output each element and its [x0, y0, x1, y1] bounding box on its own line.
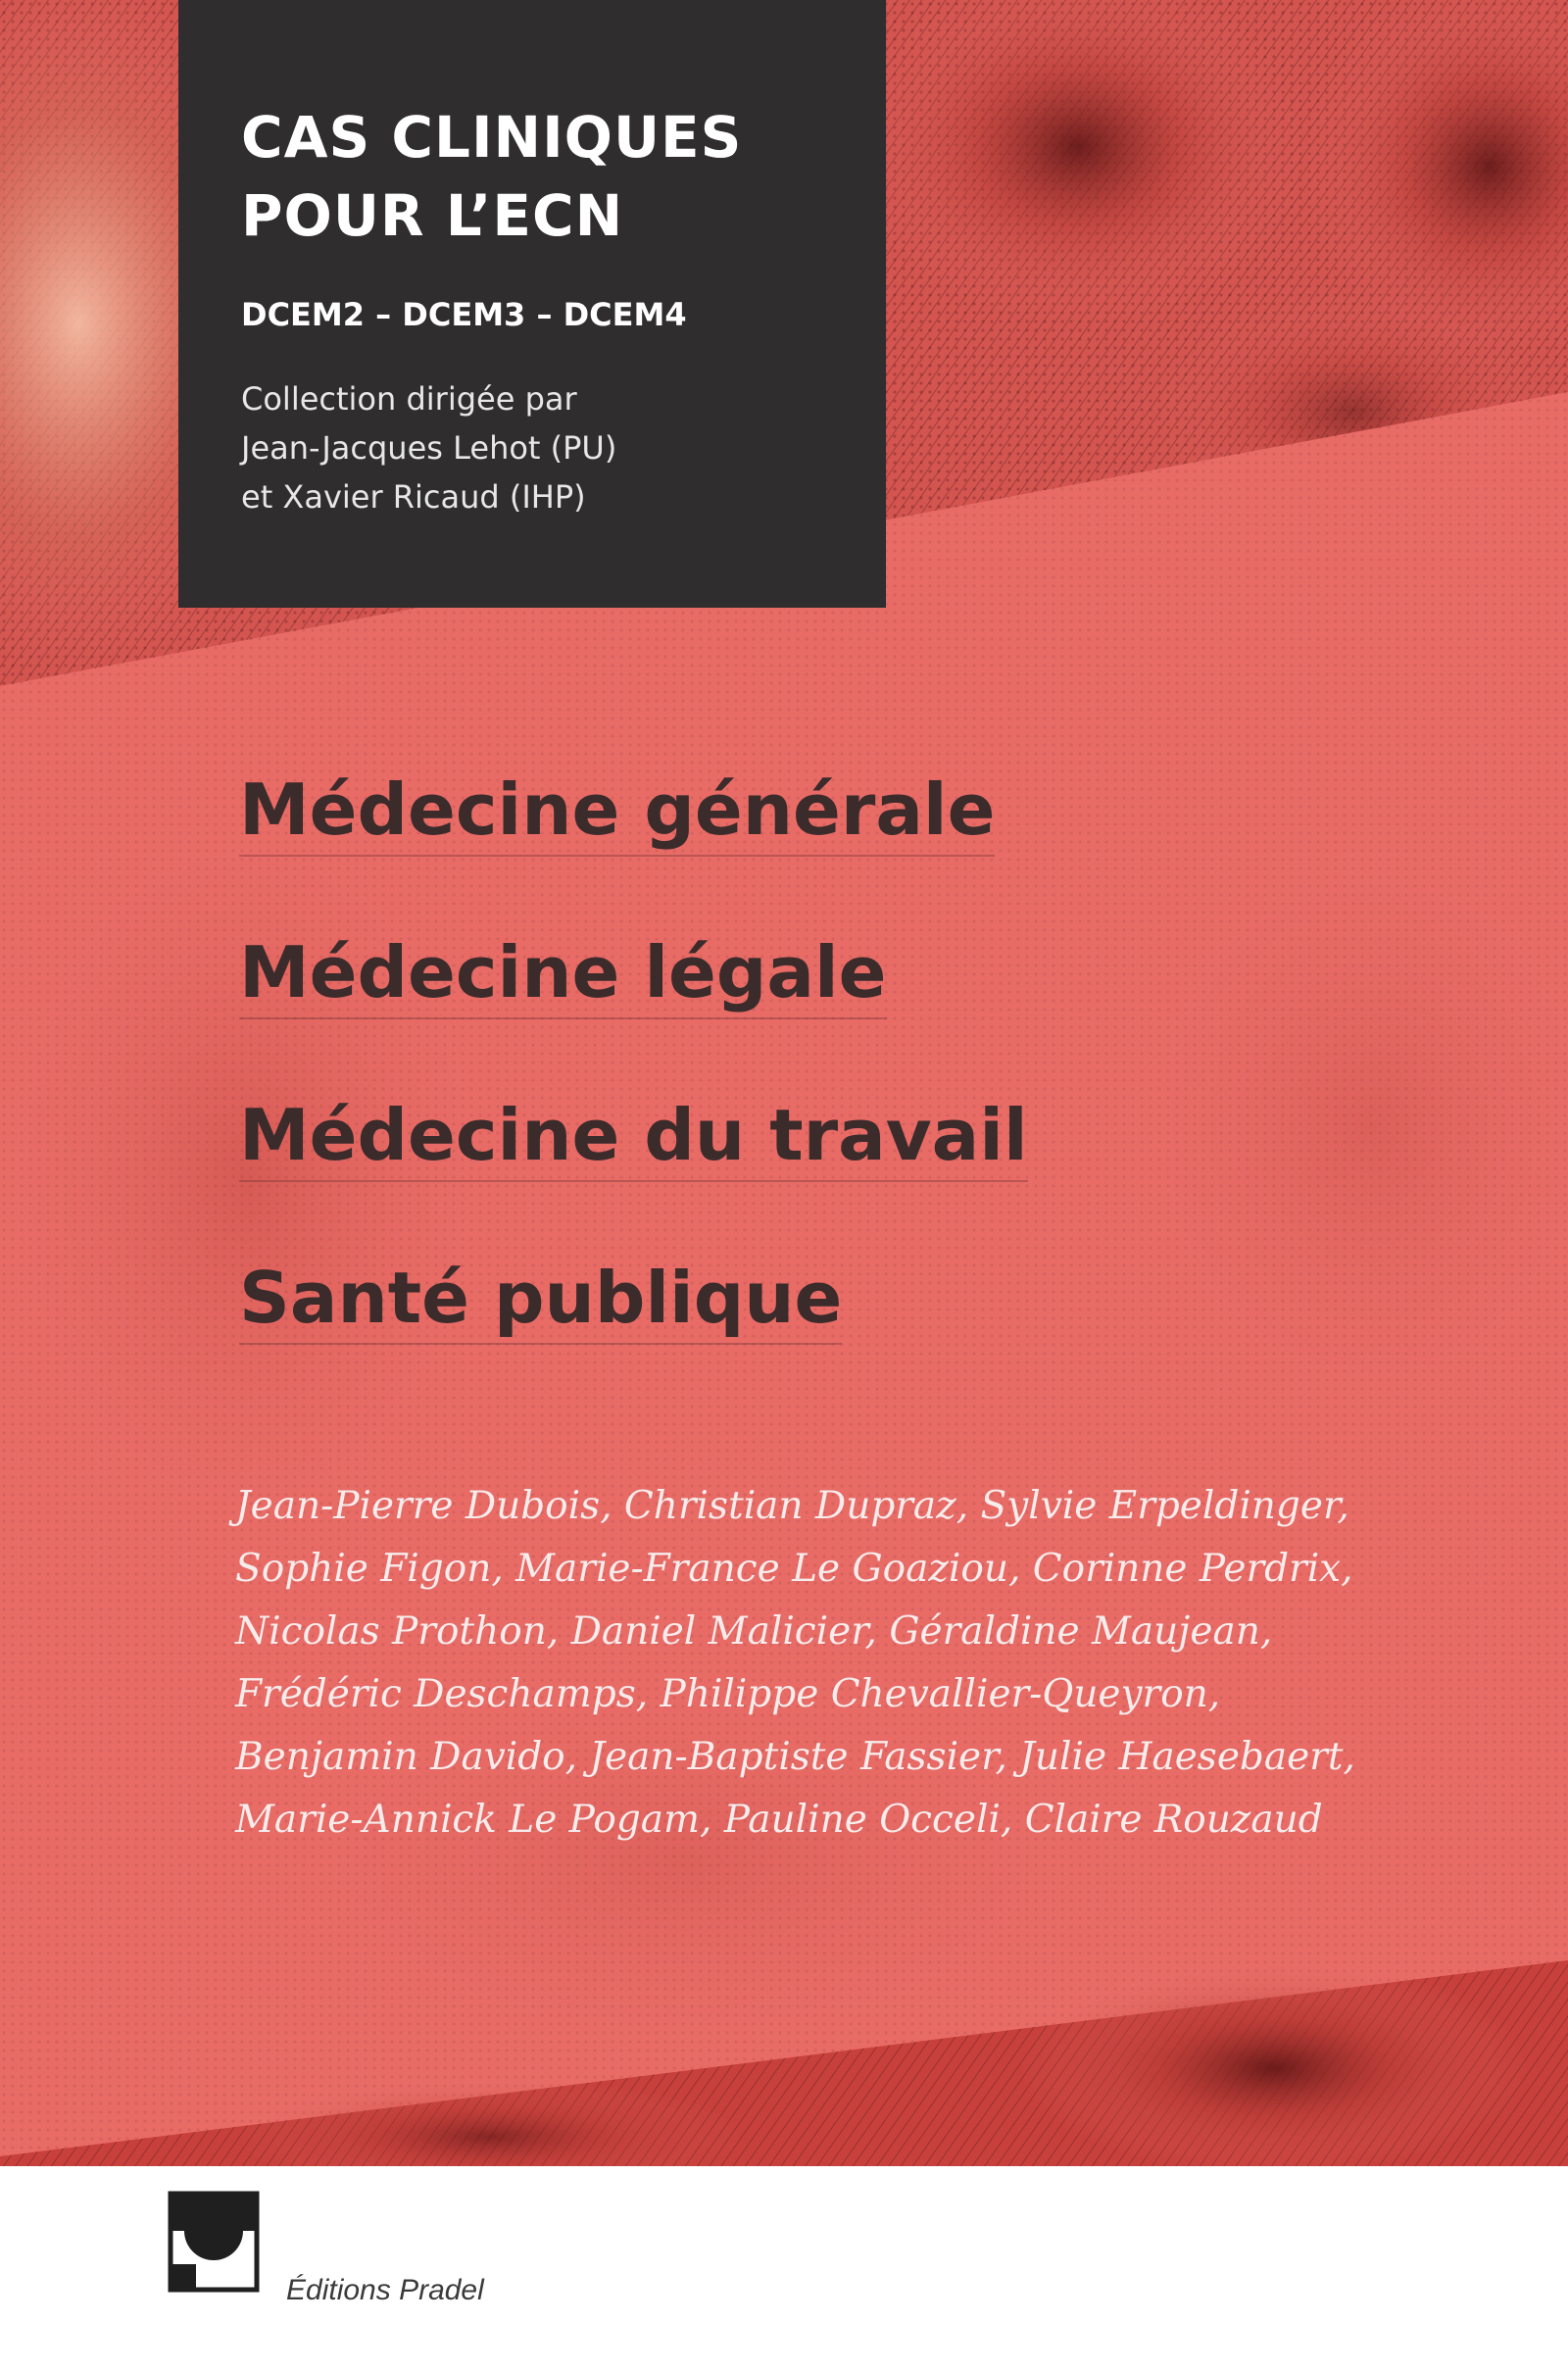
series-title-line: CAS CLINIQUES — [241, 104, 743, 171]
series-title-line: POUR L’ECN — [241, 182, 624, 249]
subject-title: Médecine générale — [239, 765, 995, 857]
collection-line: et Xavier Ricaud (IHP) — [241, 478, 586, 516]
author-line: Nicolas Prothon, Daniel Malicier, Géraldine Maujean, — [235, 1609, 1273, 1654]
author-line: Benjamin Davido, Jean-Baptiste Fassier, Julie Haesebaert, — [235, 1735, 1355, 1779]
author-line: Frédéric Deschamps, Philippe Chevallier-Queyron, — [235, 1672, 1221, 1716]
publisher-name: Éditions Pradel — [286, 2274, 484, 2306]
publisher-logo-icon — [165, 2188, 263, 2296]
study-levels: DCEM2 – DCEM3 – DCEM4 — [241, 296, 687, 333]
series-title — [241, 98, 868, 255]
subject-title: Santé publique — [239, 1253, 842, 1345]
subject-title: Médecine du travail — [239, 1090, 1028, 1182]
author-list — [235, 1475, 1490, 1852]
author-line: Jean-Pierre Dubois, Christian Dupraz, Sylvie Erpeldinger, — [235, 1484, 1349, 1528]
author-line: Sophie Figon, Marie-France Le Goaziou, Corinne Perdrix, — [235, 1547, 1353, 1591]
collection-editors — [241, 374, 616, 521]
collection-line: Jean-Jacques Lehot (PU) — [241, 429, 617, 467]
collection-line: Collection dirigée par — [241, 380, 577, 418]
subject-title: Médecine légale — [239, 927, 887, 1019]
subject-list — [239, 765, 1219, 1415]
author-line: Marie-Annick Le Pogam, Pauline Occeli, Claire Rouzaud — [235, 1798, 1323, 1842]
